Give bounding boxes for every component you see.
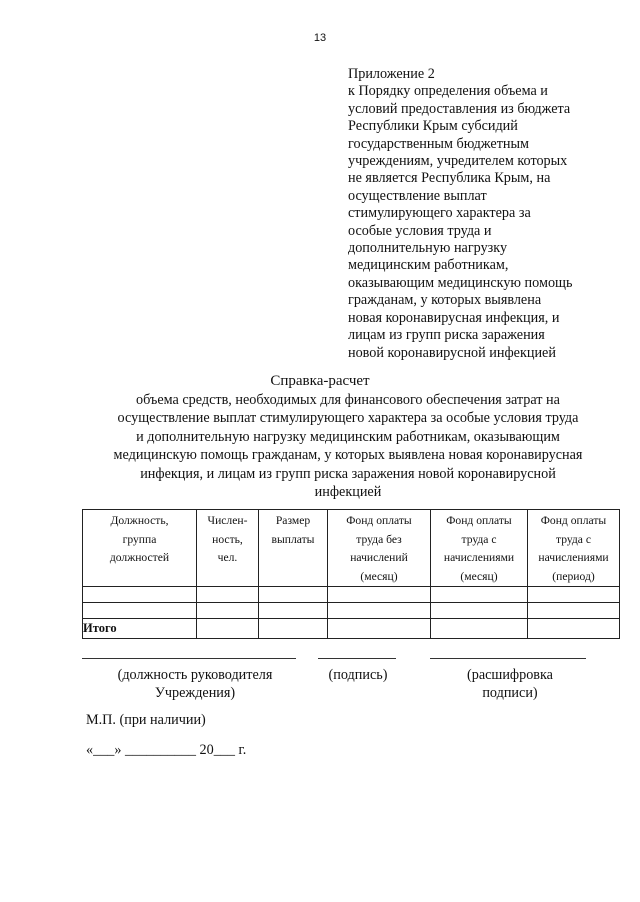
table-cell bbox=[259, 619, 328, 639]
table-cell bbox=[83, 587, 197, 603]
column-header bbox=[528, 510, 620, 587]
column-header-line: должностей bbox=[109, 551, 170, 564]
column-header-line: труда с bbox=[461, 532, 497, 546]
document-title: Справка-расчет bbox=[270, 373, 370, 389]
table-cell bbox=[528, 603, 620, 619]
calculation-table bbox=[82, 509, 620, 639]
table-cell bbox=[83, 603, 197, 619]
column-header-line: ность, bbox=[212, 532, 243, 546]
document-subtitle bbox=[78, 391, 618, 501]
appendix-line: к Порядку определения объема и bbox=[348, 83, 548, 100]
table-cell bbox=[259, 603, 328, 619]
column-header-line: начислений bbox=[350, 551, 408, 564]
column-header bbox=[197, 510, 259, 587]
column-header bbox=[259, 510, 328, 587]
appendix-line: стимулирующего характера за bbox=[348, 205, 531, 222]
total-label: Итого bbox=[83, 619, 197, 639]
appendix-line: новая коронавирусная инфекция, и bbox=[348, 309, 560, 326]
page-number: 13 bbox=[313, 32, 327, 44]
appendix-line: медицинским работникам, bbox=[348, 257, 509, 274]
position-caption-line: (должность руководителя bbox=[117, 667, 273, 683]
appendix-line: условий предоставления из бюджета bbox=[348, 100, 571, 117]
column-header-line: Должность, bbox=[110, 514, 169, 527]
decode-signature-line bbox=[430, 658, 586, 659]
column-header-line: (период) bbox=[552, 569, 595, 583]
table-cell bbox=[431, 619, 528, 639]
subtitle-line: осуществление выплат стимулирующего характера за особые условия труда bbox=[117, 410, 579, 427]
sign-signature-line bbox=[318, 658, 396, 659]
position-caption bbox=[90, 666, 300, 702]
stamp-placeholder: М.П. (при наличии) bbox=[86, 712, 206, 728]
table-cell bbox=[259, 587, 328, 603]
table-cell bbox=[431, 587, 528, 603]
column-header-line: Числен- bbox=[207, 514, 248, 527]
date-line: «___» __________ 20___ г. bbox=[86, 742, 247, 758]
column-header bbox=[431, 510, 528, 587]
table-row bbox=[83, 587, 620, 603]
column-header-line: Фонд оплаты bbox=[446, 514, 512, 527]
position-caption-line: Учреждения) bbox=[154, 685, 236, 701]
appendix-line: лицам из групп риска заражения bbox=[348, 327, 545, 344]
decode-caption bbox=[440, 666, 580, 702]
subtitle-line: медицинскую помощь гражданам, у которых выявлена новая коронавирусная bbox=[113, 447, 583, 464]
table-cell bbox=[197, 603, 259, 619]
column-header-line: Фонд оплаты bbox=[540, 514, 607, 527]
column-header-line: (месяц) bbox=[360, 569, 398, 583]
appendix-header bbox=[348, 66, 618, 362]
appendix-line: гражданам, у которых выявлена bbox=[348, 292, 542, 309]
subtitle-line: инфекцией bbox=[314, 484, 382, 501]
table-cell bbox=[528, 619, 620, 639]
table-row bbox=[83, 603, 620, 619]
subtitle-line: инфекция, и лицам из групп риска заражения новой коронавирусной bbox=[140, 465, 556, 482]
sign-caption bbox=[310, 666, 406, 684]
table-cell bbox=[328, 587, 431, 603]
appendix-line: особые условия труда и bbox=[348, 222, 492, 239]
column-header-line: выплаты bbox=[271, 532, 315, 546]
appendix-line: дополнительную нагрузку bbox=[348, 240, 508, 257]
total-row bbox=[83, 619, 620, 639]
appendix-line: Республики Крым субсидий bbox=[348, 118, 518, 135]
column-header-line: начислениями bbox=[538, 551, 609, 564]
appendix-line: не является Республика Крым, на bbox=[348, 170, 551, 187]
column-header-line: (месяц) bbox=[460, 569, 498, 583]
table-header-row bbox=[83, 510, 620, 587]
column-header bbox=[328, 510, 431, 587]
table-cell bbox=[328, 619, 431, 639]
column-header-line: начислениями bbox=[443, 551, 515, 564]
table-cell bbox=[328, 603, 431, 619]
column-header-line: чел. bbox=[217, 551, 238, 564]
table-cell bbox=[197, 587, 259, 603]
subtitle-line: и дополнительную нагрузку медицинским работникам, оказывающим bbox=[136, 428, 560, 445]
position-signature-line bbox=[82, 658, 296, 659]
table-cell bbox=[197, 619, 259, 639]
column-header-line: труда без bbox=[356, 532, 402, 546]
column-header-line: Размер bbox=[275, 514, 311, 527]
appendix-line: Приложение 2 bbox=[348, 66, 435, 82]
appendix-line: учреждениям, учредителем которых bbox=[348, 153, 568, 170]
table-cell bbox=[431, 603, 528, 619]
appendix-line: новой коронавирусной инфекцией bbox=[348, 344, 556, 361]
sign-caption-line: (подпись) bbox=[328, 667, 388, 683]
table-cell bbox=[528, 587, 620, 603]
decode-caption-line: подписи) bbox=[482, 685, 538, 701]
column-header-line: группа bbox=[122, 532, 157, 546]
column-header-line: Фонд оплаты bbox=[346, 514, 412, 527]
column-header bbox=[83, 510, 197, 587]
column-header-line: труда с bbox=[555, 532, 591, 546]
decode-caption-line: (расшифровка bbox=[467, 667, 553, 683]
appendix-line: осуществление выплат bbox=[348, 187, 487, 204]
appendix-line: оказывающим медицинскую помощь bbox=[348, 274, 573, 291]
subtitle-line: объема средств, необходимых для финансового обеспечения затрат на bbox=[136, 392, 560, 408]
appendix-line: государственным бюджетным bbox=[348, 135, 530, 152]
